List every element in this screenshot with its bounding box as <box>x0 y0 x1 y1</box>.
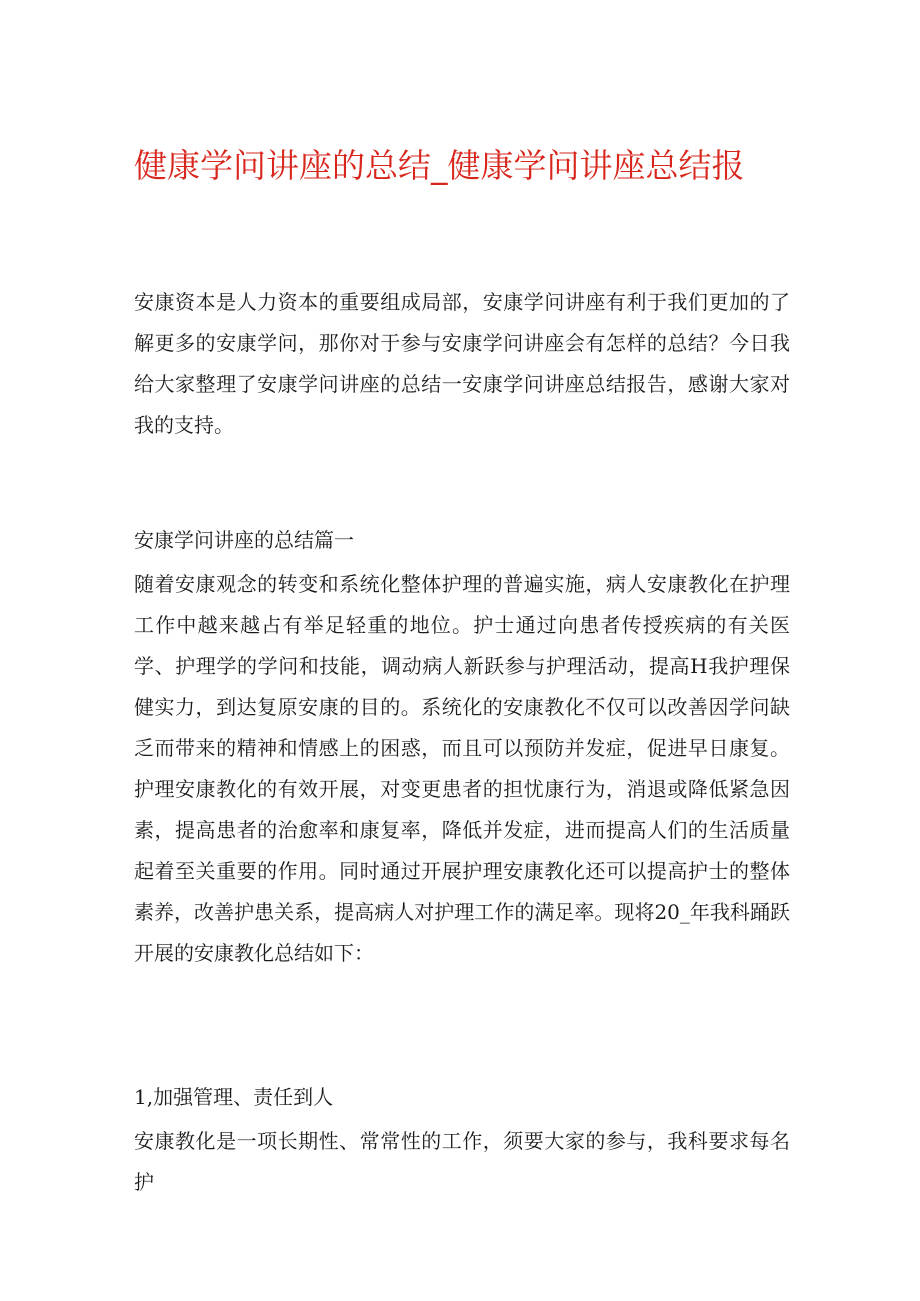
body-paragraph-2: 安康教化是一项长期性、常常性的工作，须要大家的参与，我科要求每名护 <box>134 1129 790 1194</box>
body-paragraph-1: 随着安康观念的转变和系统化整体护理的普遍实施，病人安康教化在护理工作中越来越占有举足轻重的地位。护士通过向患者传授疾病的有关医学、护理学的学问和技能，调动病人新跃参与护理活动，提高H我护理保健实力，到达复原安康的目的。系统化的安康教化不仅可以改善因学问缺乏而带来的精神和情感上的困惑，而且可以预防并发症，促进早日康复。护理安康教化的有效开展，对变更患者的担忧康行为，消退或降低紧急因素，提高患者的治愈率和康复率，降低并发症，进而提高人们的生活质量起着至关重要的作用。同时通过开展护理安康教化还可以提高护士的整体素养，改善护患关系，提高病人对护理工作的满足率。现将20_年我科踊跃开展的安康教化总结如下： <box>134 572 790 965</box>
sub-heading: 1,加强管理、责任到人 <box>134 1085 334 1109</box>
intro-paragraph: 安康资本是人力资本的重要组成局部，安康学问讲座有利于我们更加的了解更多的安康学问，那你对于参与安康学问讲座会有怎样的总结？今日我给大家整理了安康学问讲座的总结一安康学问讲座总结报告，感谢大家对我的支持。 <box>134 290 790 437</box>
section-heading: 安康学问讲座的总结篇一 <box>134 528 354 552</box>
document-title: 健康学问讲座的总结_健康学问讲座总结报 <box>134 146 745 185</box>
